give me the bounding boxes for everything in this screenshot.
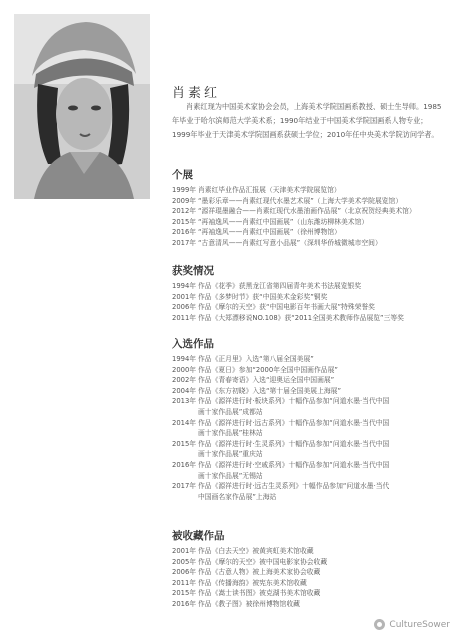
list-item: 2015年 作品《源祥进行时·生灵系列》十幅作品参加“问道水墨·当代中国 画十家作品展”重庆站	[172, 439, 390, 459]
list-item: 2002年 作品《青春寄语》入选“迎奥运全国中国画展”	[172, 376, 335, 385]
list-item: 2015年 作品《嵩士读书图》被克湖书美术馆收藏	[172, 589, 321, 598]
list-item: 2016年 “再袖逸风——肖素红中国画展”（徐州博物馆）	[172, 228, 341, 237]
list-item: 2013年 作品《源祥进行时·板块系列》十幅作品参加“问道水墨·当代中国 画十家作品展”成都站	[172, 397, 390, 416]
artist-bio: 肖素红现为中国美术家协会会员，上海美术学院国画系教授、硕士生导师。1985年毕业于哈尔滨师范大学美术系；1990年结业于中国美术学院国画系人物专业；1999年毕业于天津美术学院国画系获硕士学位；2010年任中央美术学院访问学者。	[172, 102, 442, 139]
list-item: 2006年 作品《古意人物》被上海美术家协会收藏	[172, 568, 321, 577]
section-awards	[172, 263, 447, 323]
section-title: 个展	[172, 169, 193, 181]
watermark-text: CultureSower	[389, 619, 450, 630]
list-item: 2012年 “源祥琨墨融合——肖素红现代水墨油画作品展”（北京祝贺经典美术馆）	[172, 207, 416, 216]
list-item: 2011年 作品《大郑漂移说NO.108》获“2011全国美术教师作品展览”三等奖	[172, 313, 404, 322]
section-collections	[172, 528, 447, 610]
section-solo-exhibitions	[172, 167, 447, 249]
section-title: 被收藏作品	[172, 530, 225, 542]
list-item: 2015年 “再袖逸风——肖素红中国画展”（山东潍坊柳林美术馆）	[172, 217, 369, 226]
list-item: 2004年 作品《东方初晓》入选“第十届全国美展上海展”	[172, 386, 341, 395]
list-item: 2009年 “墨彩乐章——肖素红现代水墨艺术展”（上海大学美术学院展览馆）	[172, 196, 403, 205]
artist-name: 肖素红	[172, 86, 221, 101]
list-item: 2011年 作品《传播海韵》被宪东美术馆收藏	[172, 578, 307, 587]
list-item: 2000年 作品《夏日》参加“2000年全国中国画作品展”	[172, 365, 338, 374]
list-item: 2017年 “古意清风——肖素红写意小品展”（深圳华侨城微城市空间）	[172, 238, 382, 247]
section-title: 入选作品	[172, 338, 214, 350]
list-item: 2017年 作品《源祥进行时·远古生灵系列》十幅作品参加“问道水墨·当代 中国画名家作品展”上海站	[172, 482, 390, 501]
list-item: 2001年 作品《白去天空》被黄宾虹美术馆收藏	[172, 547, 314, 555]
list-item: 2016年 作品《教子图》被徐州博物馆收藏	[172, 599, 300, 608]
list-item: 2014年 作品《源祥进行时·远古系列》十幅作品参加“问道水墨·当代中国 画十家作品展”桂林站	[172, 418, 390, 438]
watermark	[374, 619, 450, 630]
list-item: 2016年 作品《源祥进行时·空戚系列》十幅作品参加“问道水墨·当代中国 画十家作品展”无锡站	[172, 460, 390, 480]
list-item: 2001年 作品《多梦时节》获“中国美术金彩奖”铜奖	[172, 292, 328, 301]
list-item: 2006年 作品《摩尔的天空》获“中国电影百年书画大展”特殊荣誉奖	[172, 303, 375, 312]
list-item: 1999年 肖素红毕业作品汇报展（天津美术学院展览馆）	[172, 186, 341, 194]
section-selected-works	[172, 336, 447, 502]
wechat-logo-icon	[374, 619, 385, 630]
list-item: 1994年 作品《正月里》入选“第八届全国美展”	[172, 355, 314, 363]
portrait-photo	[14, 14, 150, 199]
list-item: 2005年 作品《摩尔的天空》被中国电影家协会收藏	[172, 557, 328, 566]
list-item: 1994年 作品《花季》获黑龙江省第四届青年美术书法展览银奖	[172, 282, 362, 290]
section-title: 获奖情况	[172, 265, 214, 277]
